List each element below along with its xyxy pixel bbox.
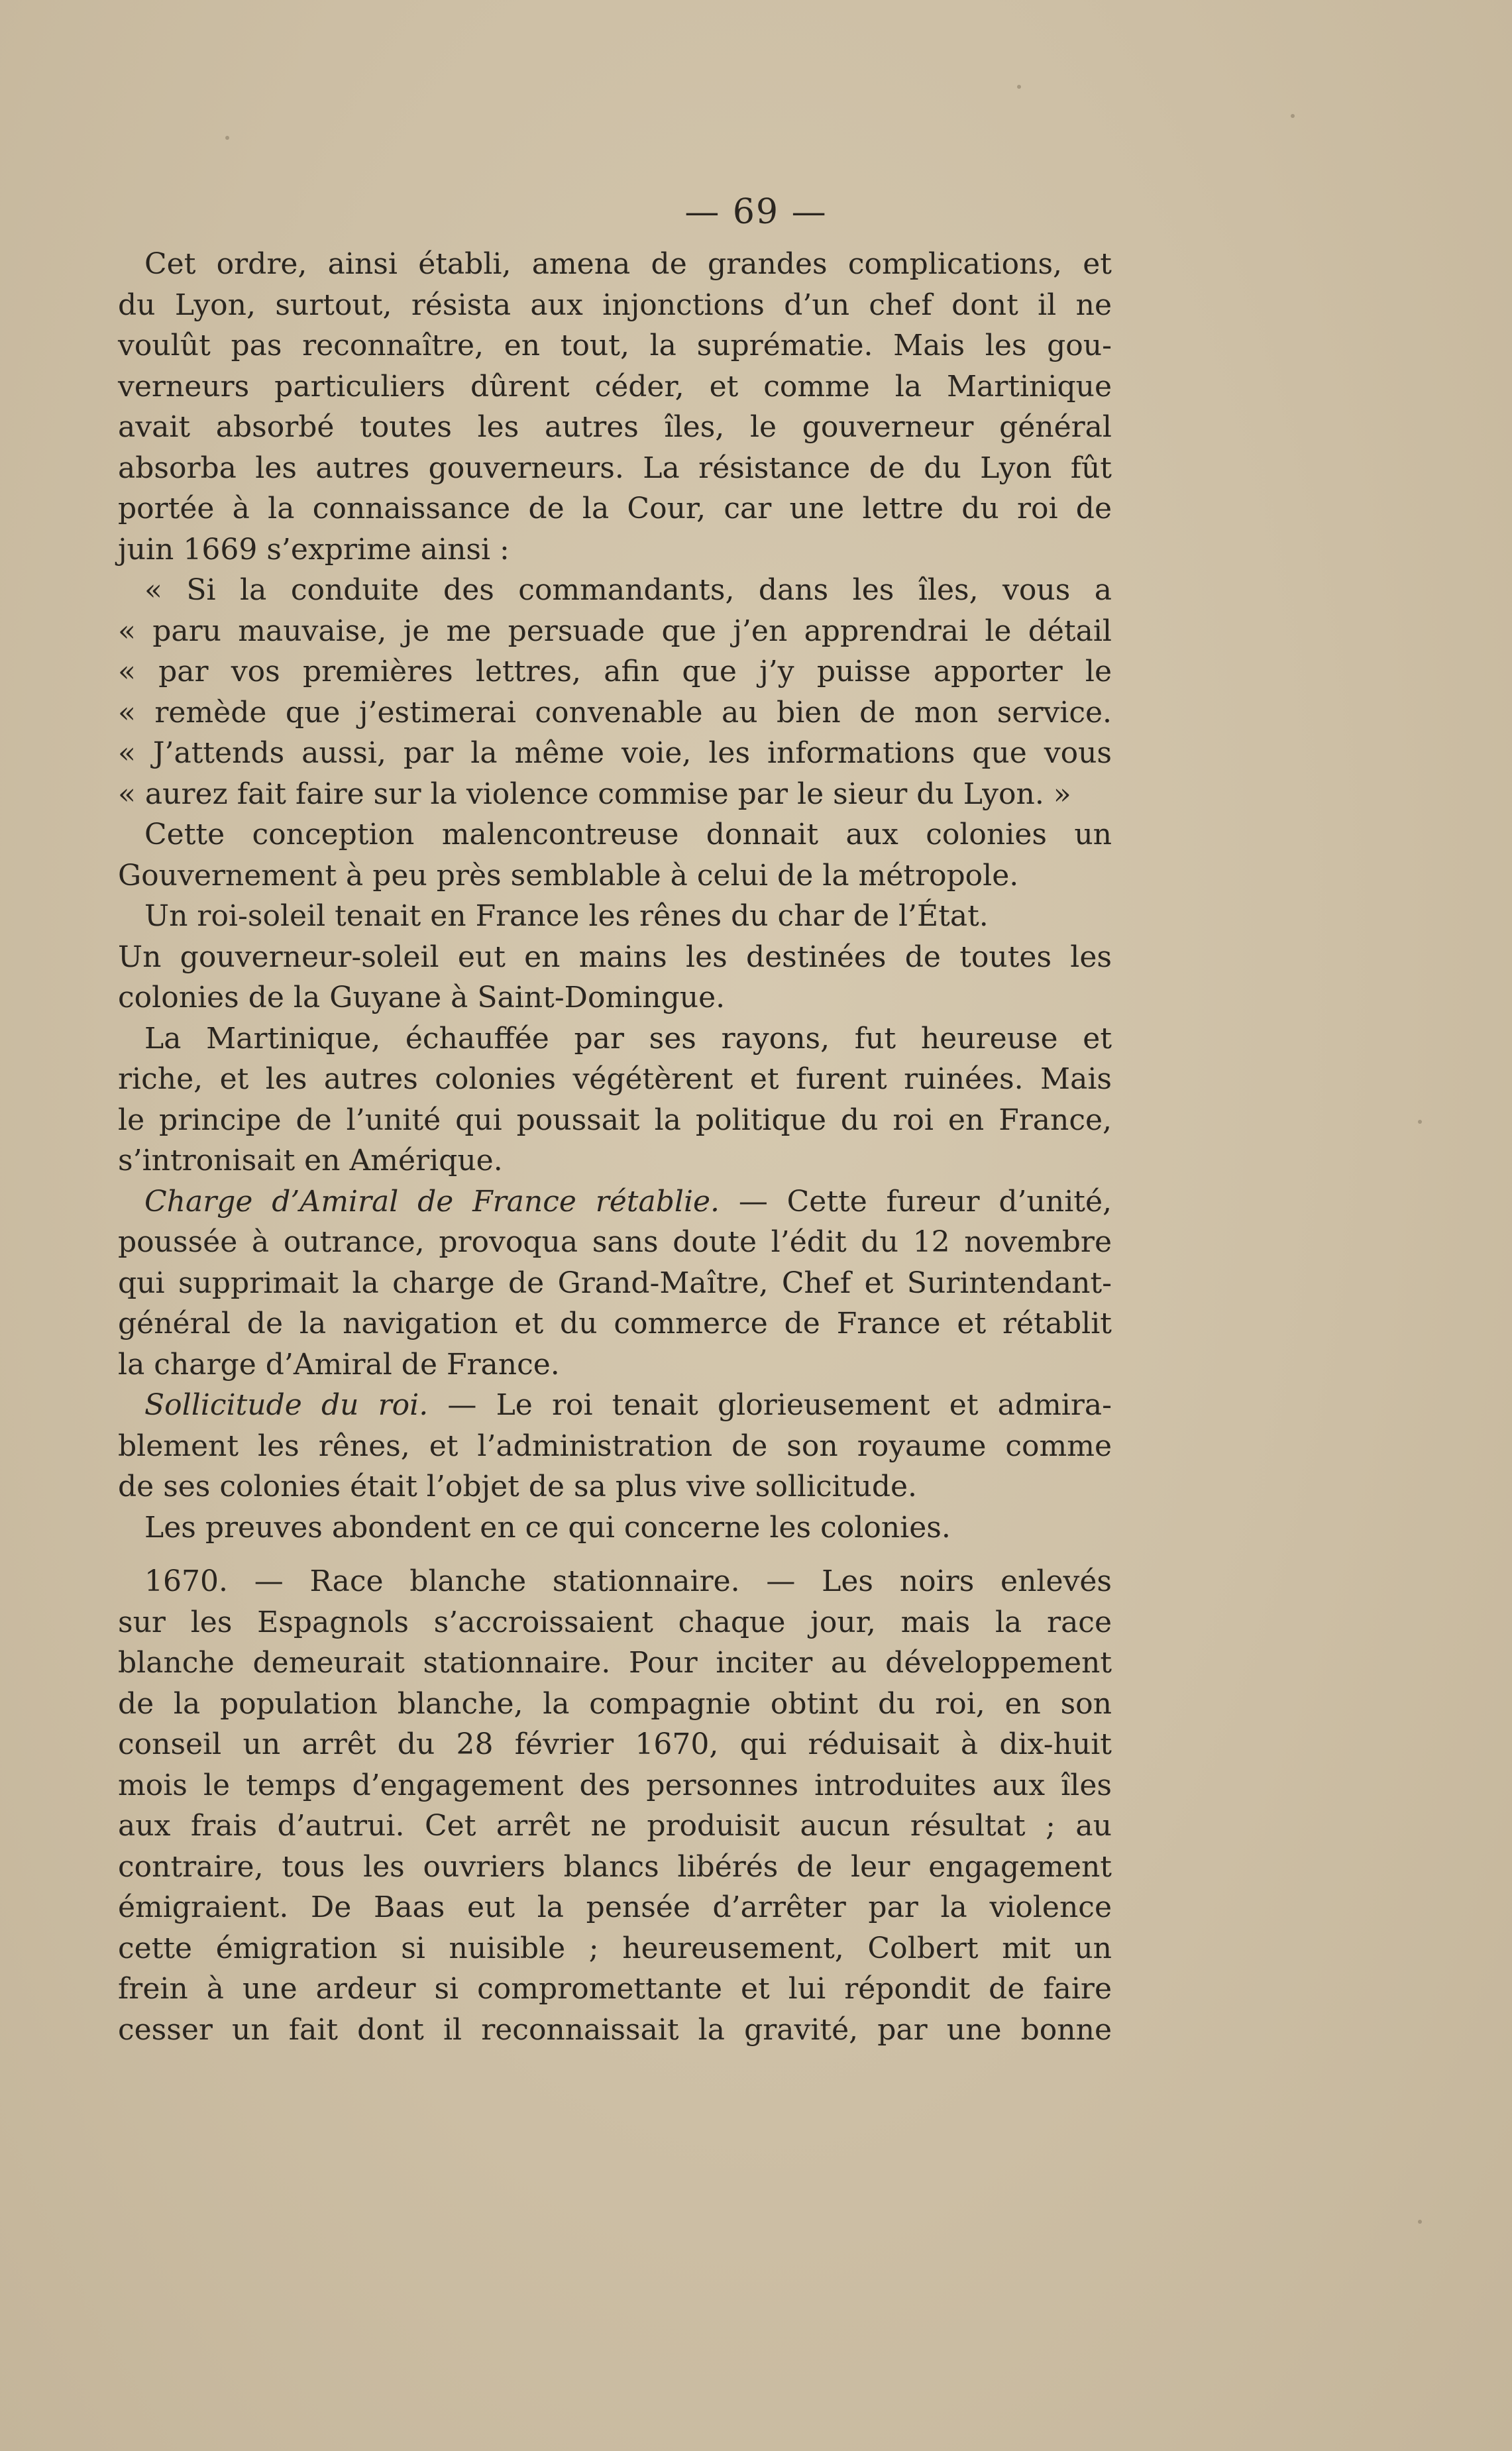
text-line: absorba les autres gouverneurs. La résistance de du Lyon fût xyxy=(118,451,1112,485)
text-line: verneurs particuliers dûrent céder, et comme la Martinique xyxy=(118,369,1112,404)
text-line: 1670. — Race blanche stationnaire. — Les noirs enlevés xyxy=(144,1564,1112,1598)
text-line: « aurez fait faire sur la violence commise par le sieur du Lyon. » xyxy=(118,777,1071,811)
text-line: Un roi-soleil tenait en France les rênes du char de l’État. xyxy=(144,899,989,933)
text-line: blanche demeurait stationnaire. Pour inciter au développement xyxy=(118,1646,1112,1680)
text-line: général de la navigation et du commerce de France et rétablit xyxy=(118,1307,1112,1340)
italic-heading: Charge d’Amiral de France rétablie. xyxy=(144,1184,720,1219)
text-line: Les preuves abondent en ce qui concerne les colonies. xyxy=(144,1510,951,1545)
text-line: colonies de la Guyane à Saint-Domingue. xyxy=(118,981,726,1014)
text-line: Charge d’Amiral de France rétablie. — Cette fureur d’unité, xyxy=(144,1184,1112,1219)
paper-spot xyxy=(1418,1120,1422,1124)
text-line: « remède que j’estimerai convenable au bien de mon service. xyxy=(118,695,1112,730)
text-line: Sollicitude du roi. — Le roi tenait glorieusement et admira- xyxy=(144,1388,1112,1422)
text-line: Cette conception malencontreuse donnait aux colonies un xyxy=(144,818,1112,851)
text-line: cette émigration si nuisible ; heureusement, Colbert mit un xyxy=(118,1931,1112,1965)
text-line: voulût pas reconnaître, en tout, la suprématie. Mais les gou- xyxy=(118,329,1112,362)
text-line: avait absorbé toutes les autres îles, le gouverneur général xyxy=(118,410,1112,444)
body-text xyxy=(118,244,1112,2050)
italic-heading: Sollicitude du roi. xyxy=(144,1388,429,1422)
paper-spot xyxy=(1418,2220,1422,2224)
text-line: blement les rênes, et l’administration de son royaume comme xyxy=(118,1429,1112,1463)
text-line: Un gouverneur-soleil eut en mains les destinées de toutes les xyxy=(118,940,1112,974)
text-line: frein à une ardeur si compromettante et lui répondit de faire xyxy=(118,1972,1112,2006)
paper-spot xyxy=(1291,114,1295,118)
text-line: juin 1669 s’exprime ainsi : xyxy=(118,532,510,567)
text-line: du Lyon, surtout, résista aux injonctions d’un chef dont il ne xyxy=(118,288,1112,322)
paper-spot xyxy=(225,136,229,140)
text-line: poussée à outrance, provoqua sans doute l’édit du 12 novembre xyxy=(118,1225,1112,1259)
text-line: cesser un fait dont il reconnaissait la gravité, par une bonne xyxy=(118,2012,1112,2047)
text-line: mois le temps d’engagement des personnes introduites aux îles xyxy=(118,1768,1112,1802)
page-number: — 69 — xyxy=(684,192,828,232)
text-line: « paru mauvaise, je me persuade que j’en apprendrai le détail xyxy=(118,614,1112,648)
text-line: Gouvernement à peu près semblable à celui de la métropole. xyxy=(118,858,1019,893)
text-line: riche, et les autres colonies végétèrent et furent ruinées. Mais xyxy=(118,1062,1112,1096)
text-line: « J’attends aussi, par la même voie, les informations que vous xyxy=(118,736,1112,770)
text-line: aux frais d’autrui. Cet arrêt ne produisit aucun résultat ; au xyxy=(118,1809,1112,1843)
text-line: émigraient. De Baas eut la pensée d’arrêter par la violence xyxy=(118,1890,1112,1924)
text-line: « Si la conduite des commandants, dans les îles, vous a xyxy=(144,573,1112,607)
text-line: « par vos premières lettres, afin que j’y puisse apporter le xyxy=(118,655,1112,688)
text-line: sur les Espagnols s’accroissaient chaque jour, mais la race xyxy=(118,1605,1112,1639)
paragraph-gap xyxy=(118,1548,1112,1561)
text-line: contraire, tous les ouvriers blancs libérés de leur engagement xyxy=(118,1849,1112,1884)
text-line: le principe de l’unité qui poussait la politique du roi en France, xyxy=(118,1103,1112,1137)
text-line: Cet ordre, ainsi établi, amena de grandes complications, et xyxy=(144,247,1112,281)
paper-spot xyxy=(1017,85,1021,89)
text-line: qui supprimait la charge de Grand-Maître, Chef et Surintendant- xyxy=(118,1266,1112,1300)
text-line: s’intronisait en Amérique. xyxy=(118,1144,503,1177)
text-line: conseil un arrêt du 28 février 1670, qui réduisait à dix-huit xyxy=(118,1727,1112,1761)
text-line: la charge d’Amiral de France. xyxy=(118,1347,560,1382)
text-line: La Martinique, échauffée par ses rayons, fut heureuse et xyxy=(144,1021,1112,1056)
text-line: de ses colonies était l’objet de sa plus vive sollicitude. xyxy=(118,1470,918,1503)
text-line: portée à la connaissance de la Cour, car une lettre du roi de xyxy=(118,492,1112,525)
text-line: de la population blanche, la compagnie obtint du roi, en son xyxy=(118,1686,1112,1721)
